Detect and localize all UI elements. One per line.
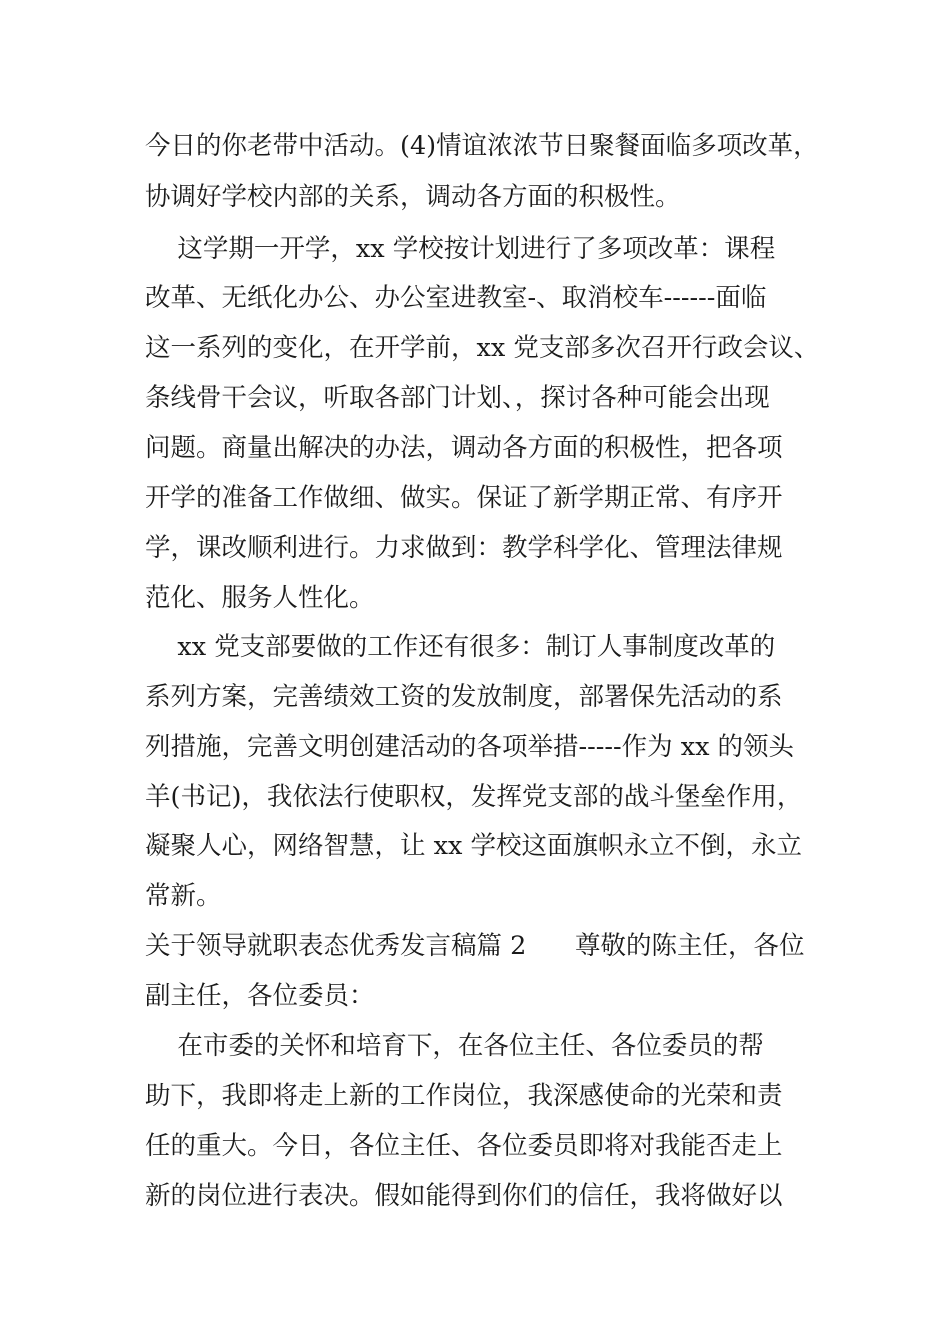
text-line: 在市委的关怀和培育下，在各位主任、各位委员的帮 bbox=[145, 1031, 764, 1061]
text-line: 范化、服务人性化。 bbox=[145, 583, 375, 613]
section-heading-line: 关于领导就职表态优秀发言稿篇 2 尊敬的陈主任，各位 bbox=[145, 931, 805, 961]
text-line: 凝聚人心，网络智慧，让 xx 学校这面旗帜永立不倒，永立 bbox=[145, 831, 802, 861]
text-line: 这学期一开学，xx 学校按计划进行了多项改革：课程 bbox=[145, 234, 776, 264]
text-line: 羊(书记)，我依法行使职权，发挥党支部的战斗堡垒作用， bbox=[145, 782, 803, 812]
text-line: 今日的你老带中活动。(4)情谊浓浓节日聚餐面临多项改革， bbox=[145, 131, 819, 161]
text-line: 系列方案，完善绩效工资的发放制度，部署保先活动的系 bbox=[145, 682, 783, 712]
text-line: 协调好学校内部的关系，调动各方面的积极性。 bbox=[145, 182, 681, 212]
text-line: 条线骨干会议，听取各部门计划、，探讨各种可能会出现 bbox=[145, 383, 770, 413]
text-line: xx 党支部要做的工作还有很多：制订人事制度改革的 bbox=[145, 632, 776, 662]
text-line: 任的重大。今日，各位主任、各位委员即将对我能否走上 bbox=[145, 1131, 783, 1161]
text-line: 常新。 bbox=[145, 881, 222, 911]
text-line: 助下，我即将走上新的工作岗位，我深感使命的光荣和责 bbox=[145, 1081, 783, 1111]
text-line: 问题。商量出解决的办法，调动各方面的积极性，把各项 bbox=[145, 433, 783, 463]
text-line: 学，课改顺利进行。力求做到：教学科学化、管理法律规 bbox=[145, 533, 783, 563]
text-line: 改革、无纸化办公、办公室进教室-、取消校车------面临 bbox=[145, 283, 767, 313]
text-line: 这一系列的变化，在开学前，xx 党支部多次召开行政会议、 bbox=[145, 333, 820, 363]
text-line: 副主任，各位委员： bbox=[145, 981, 375, 1011]
text-line: 开学的准备工作做细、做实。保证了新学期正常、有序开 bbox=[145, 483, 783, 513]
text-line: 新的岗位进行表决。假如能得到你们的信任，我将做好以 bbox=[145, 1181, 783, 1211]
text-line: 列措施，完善文明创建活动的各项举措-----作为 xx 的领头 bbox=[145, 732, 795, 762]
